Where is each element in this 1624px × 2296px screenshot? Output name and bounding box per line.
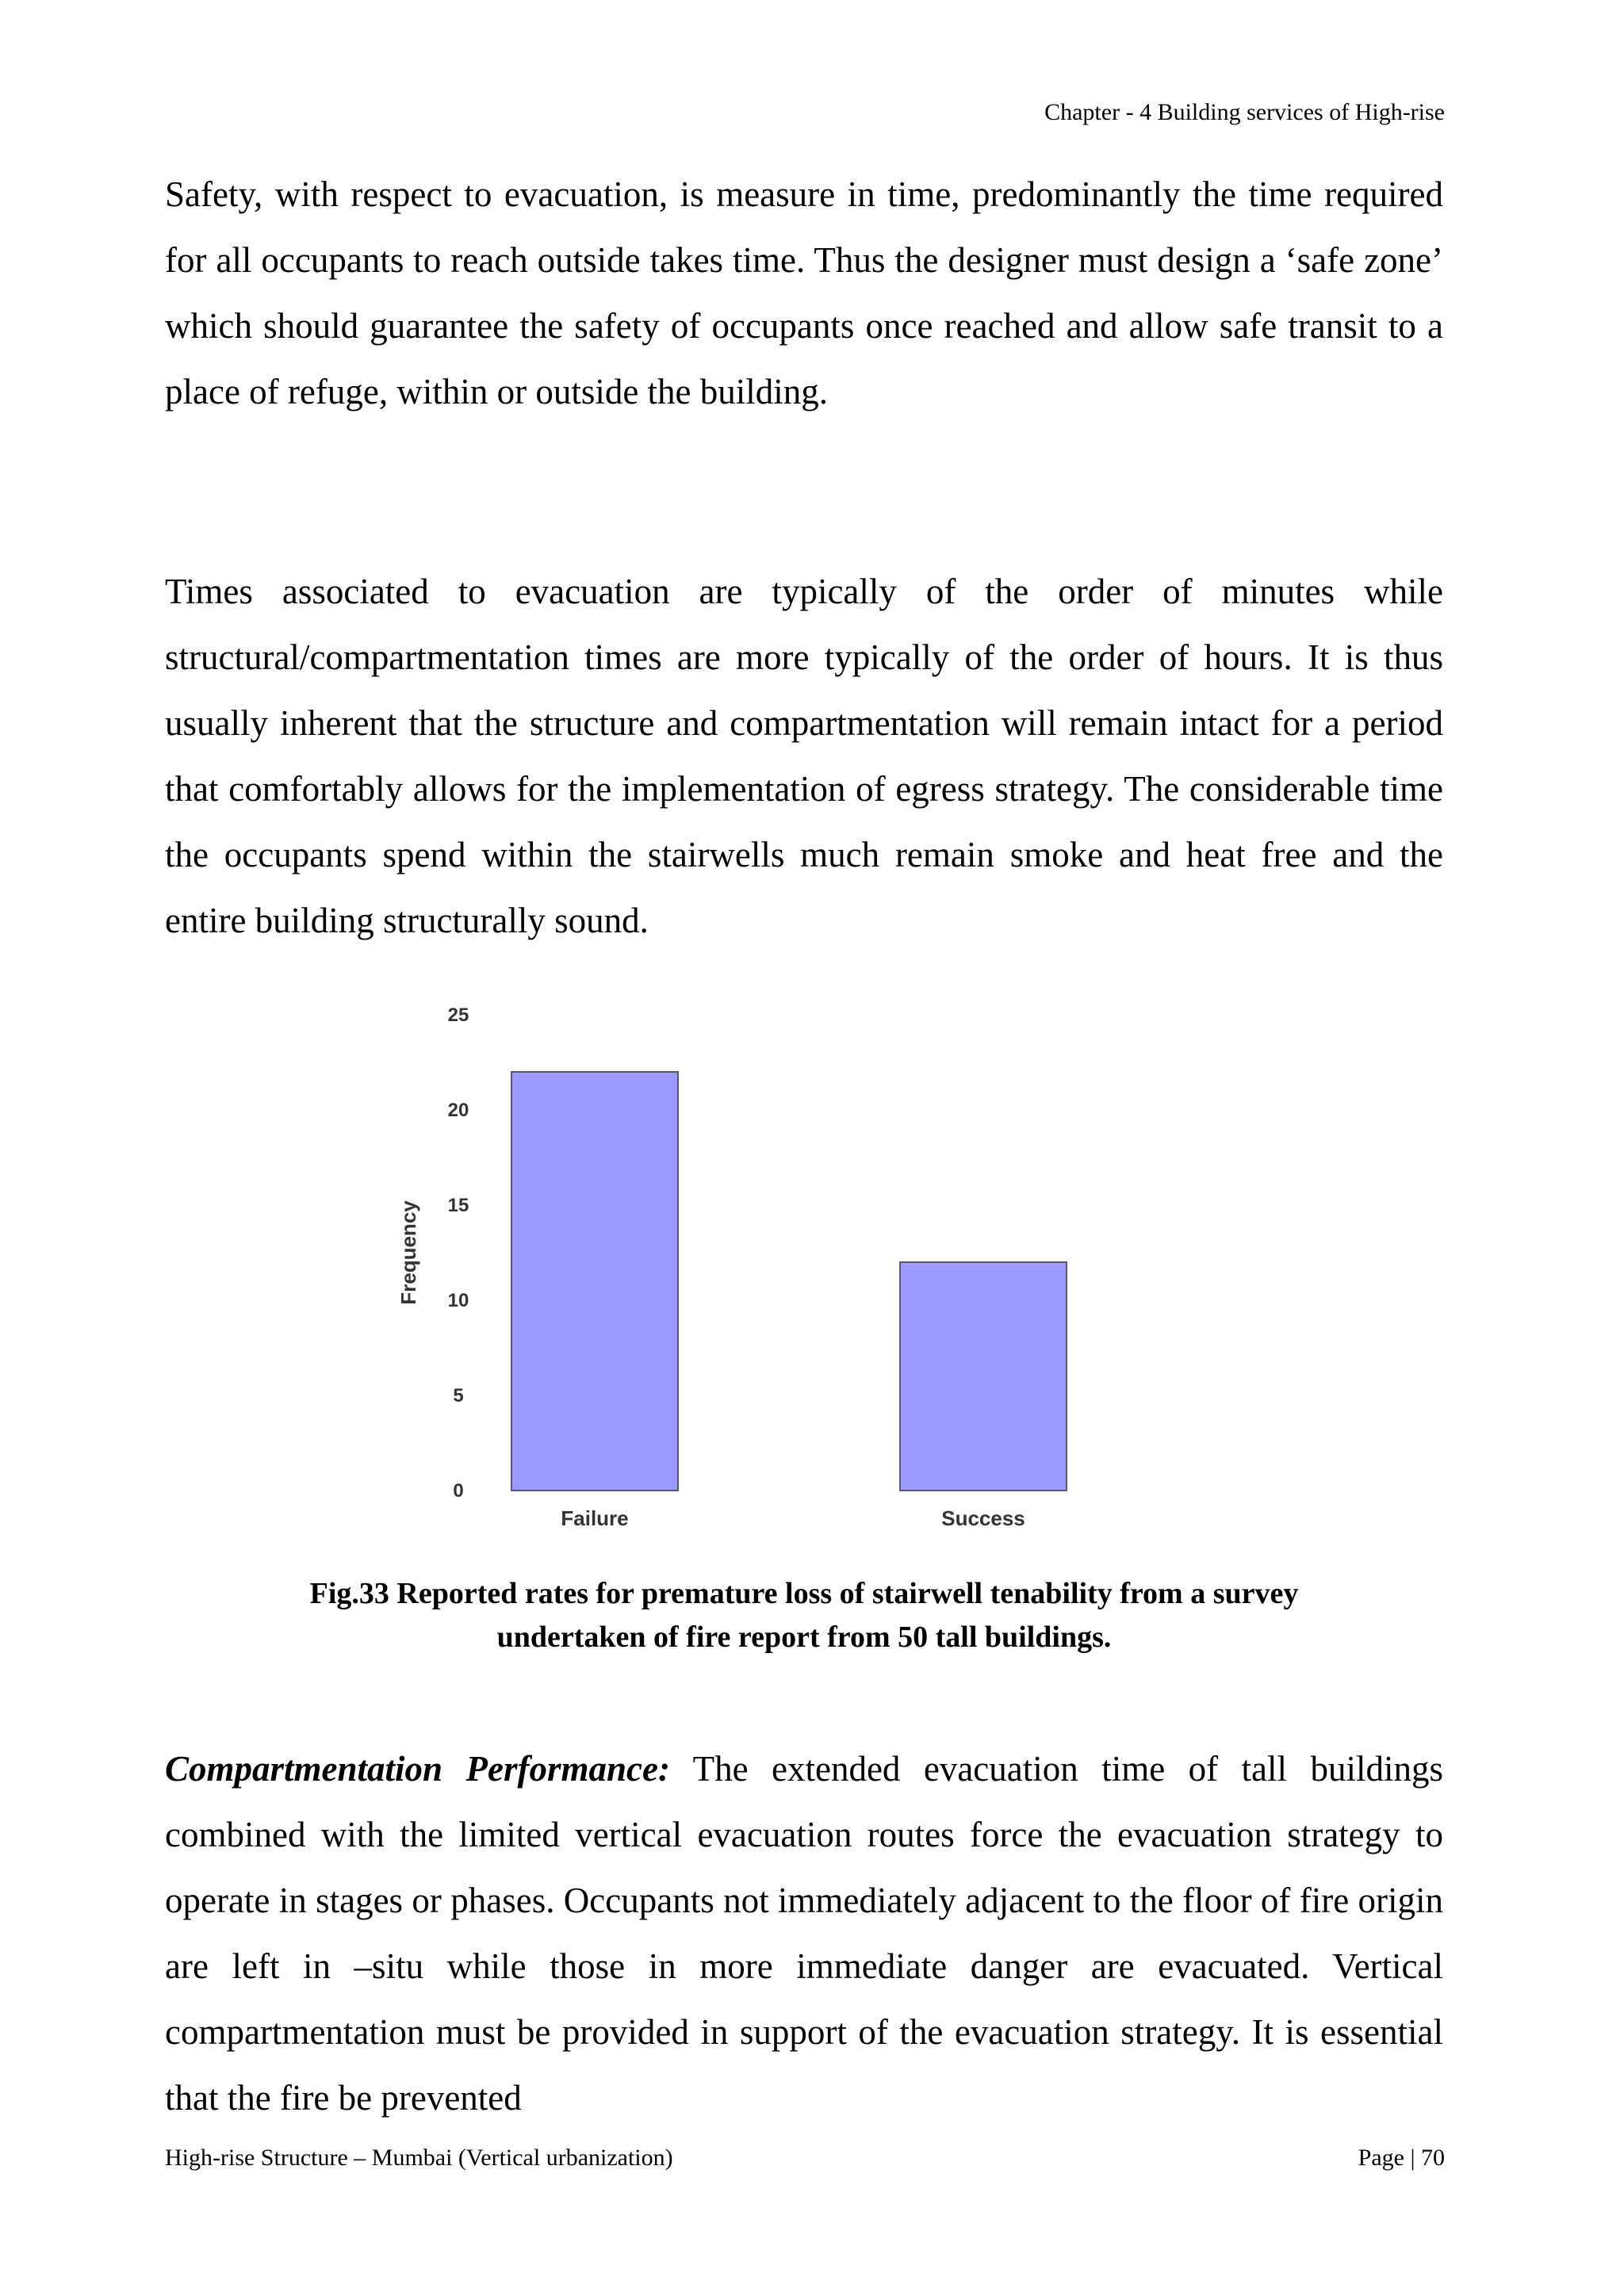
bar-chart	[381, 991, 1221, 1546]
x-category-label-success: Success	[941, 1506, 1025, 1530]
footer-document-title: High-rise Structure – Mumbai (Vertical urbanization)	[165, 2145, 673, 2171]
bar-success	[900, 1262, 1067, 1490]
y-tick-label-15: 15	[447, 1195, 469, 1216]
section-lead-heading: Compartmentation Performance:	[165, 1749, 670, 1789]
paragraph-compartmentation-performance	[165, 1736, 1443, 2131]
y-tick-label-10: 10	[447, 1290, 469, 1311]
y-tick-label-0: 0	[453, 1480, 464, 1502]
paragraph-evacuation-times: Times associated to evacuation are typically of the order of minutes while structural/compartmentation times are more typically of the order of hours. It is thus usually inherent that the structure and compartmentation will remain intact for a period that comfortably allows for the implementation of egress strategy. The considerable time the occupants spend within the stairwells much remain smoke and heat free and the entire building structurally sound.	[165, 572, 1443, 940]
section-body-text: The extended evacuation time of tall buildings combined with the limited vertical evacuation routes force the evacuation strategy to operate in stages or phases. Occupants not immediately adjacent to the floor of fire origin are left in –situ while those in more immediate danger are evacuated. Vertical compartmentation must be provided in support of the evacuation strategy. It is essential that the fire be prevented	[165, 1749, 1444, 2118]
running-header: Chapter - 4 Building services of High-rise	[1044, 99, 1445, 125]
footer-page-number: Page | 70	[1358, 2145, 1445, 2171]
y-axis-title: Frequency	[396, 1200, 420, 1305]
figure-caption-line-2: undertaken of fire report from 50 tall buildings.	[496, 1621, 1112, 1654]
figure-caption-line-1: Fig.33 Reported rates for premature loss of stairwell tenability from a survey	[309, 1577, 1299, 1610]
x-category-label-failure: Failure	[561, 1506, 629, 1530]
y-tick-label-5: 5	[453, 1385, 464, 1406]
figure-caption	[205, 1572, 1404, 1659]
figure-stairwell-tenability-chart	[381, 991, 1221, 1546]
y-tick-label-25: 25	[447, 1004, 469, 1026]
bar-failure	[511, 1072, 678, 1490]
paragraph-evacuation-safety: Safety, with respect to evacuation, is measure in time, predominantly the time required for all occupants to reach outside takes time. Thus the designer must design a ‘safe zone’ which should guarantee the safety of occupants once reached and allow safe transit to a place of refuge, within or outside the building.	[165, 174, 1443, 411]
y-tick-label-20: 20	[447, 1100, 469, 1121]
